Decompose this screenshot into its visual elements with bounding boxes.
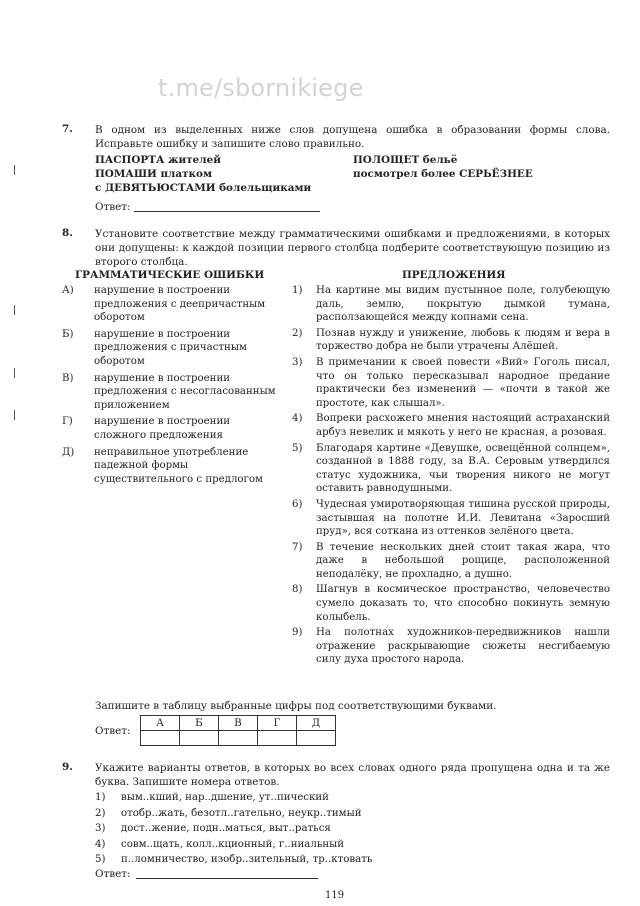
- q9-option-text: вым..кший, нар..дшение, ут..пический: [121, 792, 329, 803]
- answer-col-d: Д: [297, 716, 336, 731]
- q9-option: [95, 822, 495, 836]
- sentence-label: 3): [292, 356, 303, 368]
- error-text: нарушение в построении предложения с несогласованным приложением: [94, 372, 276, 411]
- sentence-text: Вопреки расхожего мнения настоящий астраханский арбуз невелик и мякоть у него не красная, а розовая.: [316, 413, 610, 438]
- sentence-item: [292, 498, 610, 539]
- q9-intro: Укажите варианты ответов, в которых во всех словах одного ряда пропущена одна и та же буква. Запишите номера ответов.: [95, 762, 610, 788]
- q9-options: [95, 791, 495, 869]
- q9-option-label: 1): [95, 792, 106, 803]
- answer-cell-g[interactable]: [258, 731, 297, 746]
- sentence-label: 4): [292, 413, 303, 425]
- errors-header: ГРАММАТИЧЕСКИЕ ОШИБКИ: [75, 269, 265, 281]
- q7-word-2: ПОМАШИ платком: [95, 168, 213, 180]
- q9-option-label: 5): [95, 854, 106, 866]
- q7-word-5: посмотрел более СЕРЬЁЗНЕЕ: [353, 168, 533, 180]
- answer-cell-a[interactable]: [141, 731, 180, 746]
- sentence-item: [292, 327, 610, 354]
- error-text: неправильное употребление падежной формы существительного с предлогом: [94, 446, 263, 485]
- answer-col-b: Б: [180, 716, 219, 731]
- sentences-list: [292, 284, 610, 669]
- q8-intro: Установите соответствие между грамматическими ошибками и предложениями, в которых они допущены: к каждой позиции первого столбца подберите соответствующую позицию из второго столбца.: [95, 228, 610, 268]
- sentence-item: [292, 284, 610, 325]
- error-item: [62, 415, 276, 442]
- q7-number: 7.: [62, 123, 73, 135]
- errors-list: [62, 284, 276, 489]
- sentence-text: Шагнув в космическое пространство, человечество сумело доказать то, что способно покинуть земную колыбель.: [316, 584, 610, 623]
- q7-intro: В одном из выделенных ниже слов допущена ошибка в образовании формы слова. Исправьте ошибку и запишите слово правильно.: [95, 124, 610, 150]
- error-item: [62, 328, 276, 369]
- error-label: А): [62, 285, 74, 296]
- q7-answer-label: Ответ:: [95, 201, 131, 213]
- page-number: 119: [325, 890, 345, 901]
- error-item: [62, 372, 276, 413]
- error-label: В): [62, 372, 74, 384]
- sentence-item: [292, 442, 610, 496]
- sentence-text: Познав нужду и унижение, любовь к людям и вера в торжество добра не были утрачены Алёшей.: [316, 327, 610, 353]
- error-item: [62, 284, 276, 325]
- sentence-item: [292, 583, 610, 624]
- q9-option-text: совм..щать, колл..кционный, г..ниальный: [121, 838, 345, 850]
- q9-number: 9.: [62, 761, 73, 773]
- q9-option-text: дост..жение, подн..маться, выт..раться: [121, 823, 331, 835]
- q9-option-text: отобр..жать, безотл..гательно, неукр..тимый: [121, 807, 362, 819]
- watermark: t.me/sbornikiege: [158, 74, 364, 102]
- sentence-label: 2): [292, 327, 303, 339]
- sentence-label: 8): [292, 584, 303, 596]
- sentence-label: 5): [292, 442, 303, 454]
- error-label: Д): [62, 446, 75, 458]
- q8-answer-table: [140, 715, 336, 746]
- q7-answer-field[interactable]: [134, 211, 320, 212]
- error-text: нарушение в построении сложного предложения: [94, 416, 231, 441]
- q9-option: [95, 791, 495, 805]
- q8-table-instruction: Запишите в таблицу выбранные цифры под соответствующими буквами.: [95, 700, 497, 712]
- q7-word-3: с ДЕВЯТЬЮСТАМИ болельщиками: [95, 182, 312, 194]
- sentence-text: В течение нескольких дней стоит такая жара, что даже в небольшой рощице, расположенной неподалёку, не прохладно, а душно.: [316, 541, 610, 580]
- q8-number: 8.: [62, 227, 73, 239]
- scan-mark: [14, 368, 15, 378]
- answer-cell-d[interactable]: [297, 731, 336, 746]
- scan-mark: [14, 165, 15, 175]
- answer-cell-b[interactable]: [180, 731, 219, 746]
- q9-option: [95, 853, 495, 867]
- q9-option-label: 4): [95, 838, 106, 850]
- q9-answer-label: Ответ:: [95, 868, 131, 880]
- error-text: нарушение в построении предложения с деепричастным оборотом: [94, 285, 266, 324]
- sentence-text: На картине мы видим пустынное поле, голубеющую даль, землю, покрытую дымкой тумана, расползающейся между копнами сена.: [316, 285, 610, 324]
- q9-option-label: 2): [95, 807, 106, 819]
- sentence-text: Благодаря картине «Девушке, освещённой солнцем», созданной в 1888 году, за В.А. Серовым утвердился статус художника, чьи творения никого не могут оставить равнодушными.: [316, 442, 610, 495]
- error-label: Г): [62, 416, 73, 428]
- answer-col-v: В: [219, 716, 258, 731]
- q9-option: [95, 838, 495, 852]
- answer-col-g: Г: [258, 716, 297, 731]
- answer-col-a: А: [141, 716, 180, 731]
- scan-mark: [14, 305, 15, 315]
- sentence-label: 1): [292, 285, 303, 296]
- sentence-item: [292, 541, 610, 582]
- sentence-text: На полотнах художников-передвижников нашли отражение раскрывающие сюжеты несгибаемую силу духа простого народа.: [316, 627, 610, 666]
- sentence-item: [292, 626, 610, 667]
- sentence-item: [292, 356, 610, 410]
- q9-option-label: 3): [95, 823, 106, 835]
- q7-word-4: ПОЛОЩЕТ бельё: [353, 154, 458, 166]
- error-label: Б): [62, 328, 74, 340]
- q9-option-text: п..ломничество, изобр..зительный, тр..ктовать: [121, 854, 373, 866]
- q9-answer-field[interactable]: [136, 878, 318, 879]
- sentence-text: В примечании к своей повести «Вий» Гоголь писал, что он только пересказывал народное предание практически без изменений — «почти в такой же простоте, как слышал».: [316, 356, 610, 409]
- sentence-text: Чудесная умиротворяющая тишина русской природы, застывшая на полотне И.И. Левитана «Заросший пруд», вся сотканa из оттенков зелёного цвета.: [316, 498, 610, 538]
- error-text: нарушение в построении предложения с причастным оборотом: [94, 328, 247, 367]
- scan-mark: [14, 410, 15, 420]
- q7-word-1: ПАСПОРТА жителей: [95, 154, 221, 166]
- answer-cell-v[interactable]: [219, 731, 258, 746]
- sentence-label: 7): [292, 541, 303, 553]
- sentence-item: [292, 412, 610, 439]
- sentences-header: ПРЕДЛОЖЕНИЯ: [402, 269, 506, 281]
- error-item: [62, 446, 276, 487]
- q9-option: [95, 807, 495, 821]
- q8-answer-label: Ответ:: [95, 725, 131, 737]
- sentence-label: 9): [292, 627, 303, 639]
- sentence-label: 6): [292, 498, 303, 510]
